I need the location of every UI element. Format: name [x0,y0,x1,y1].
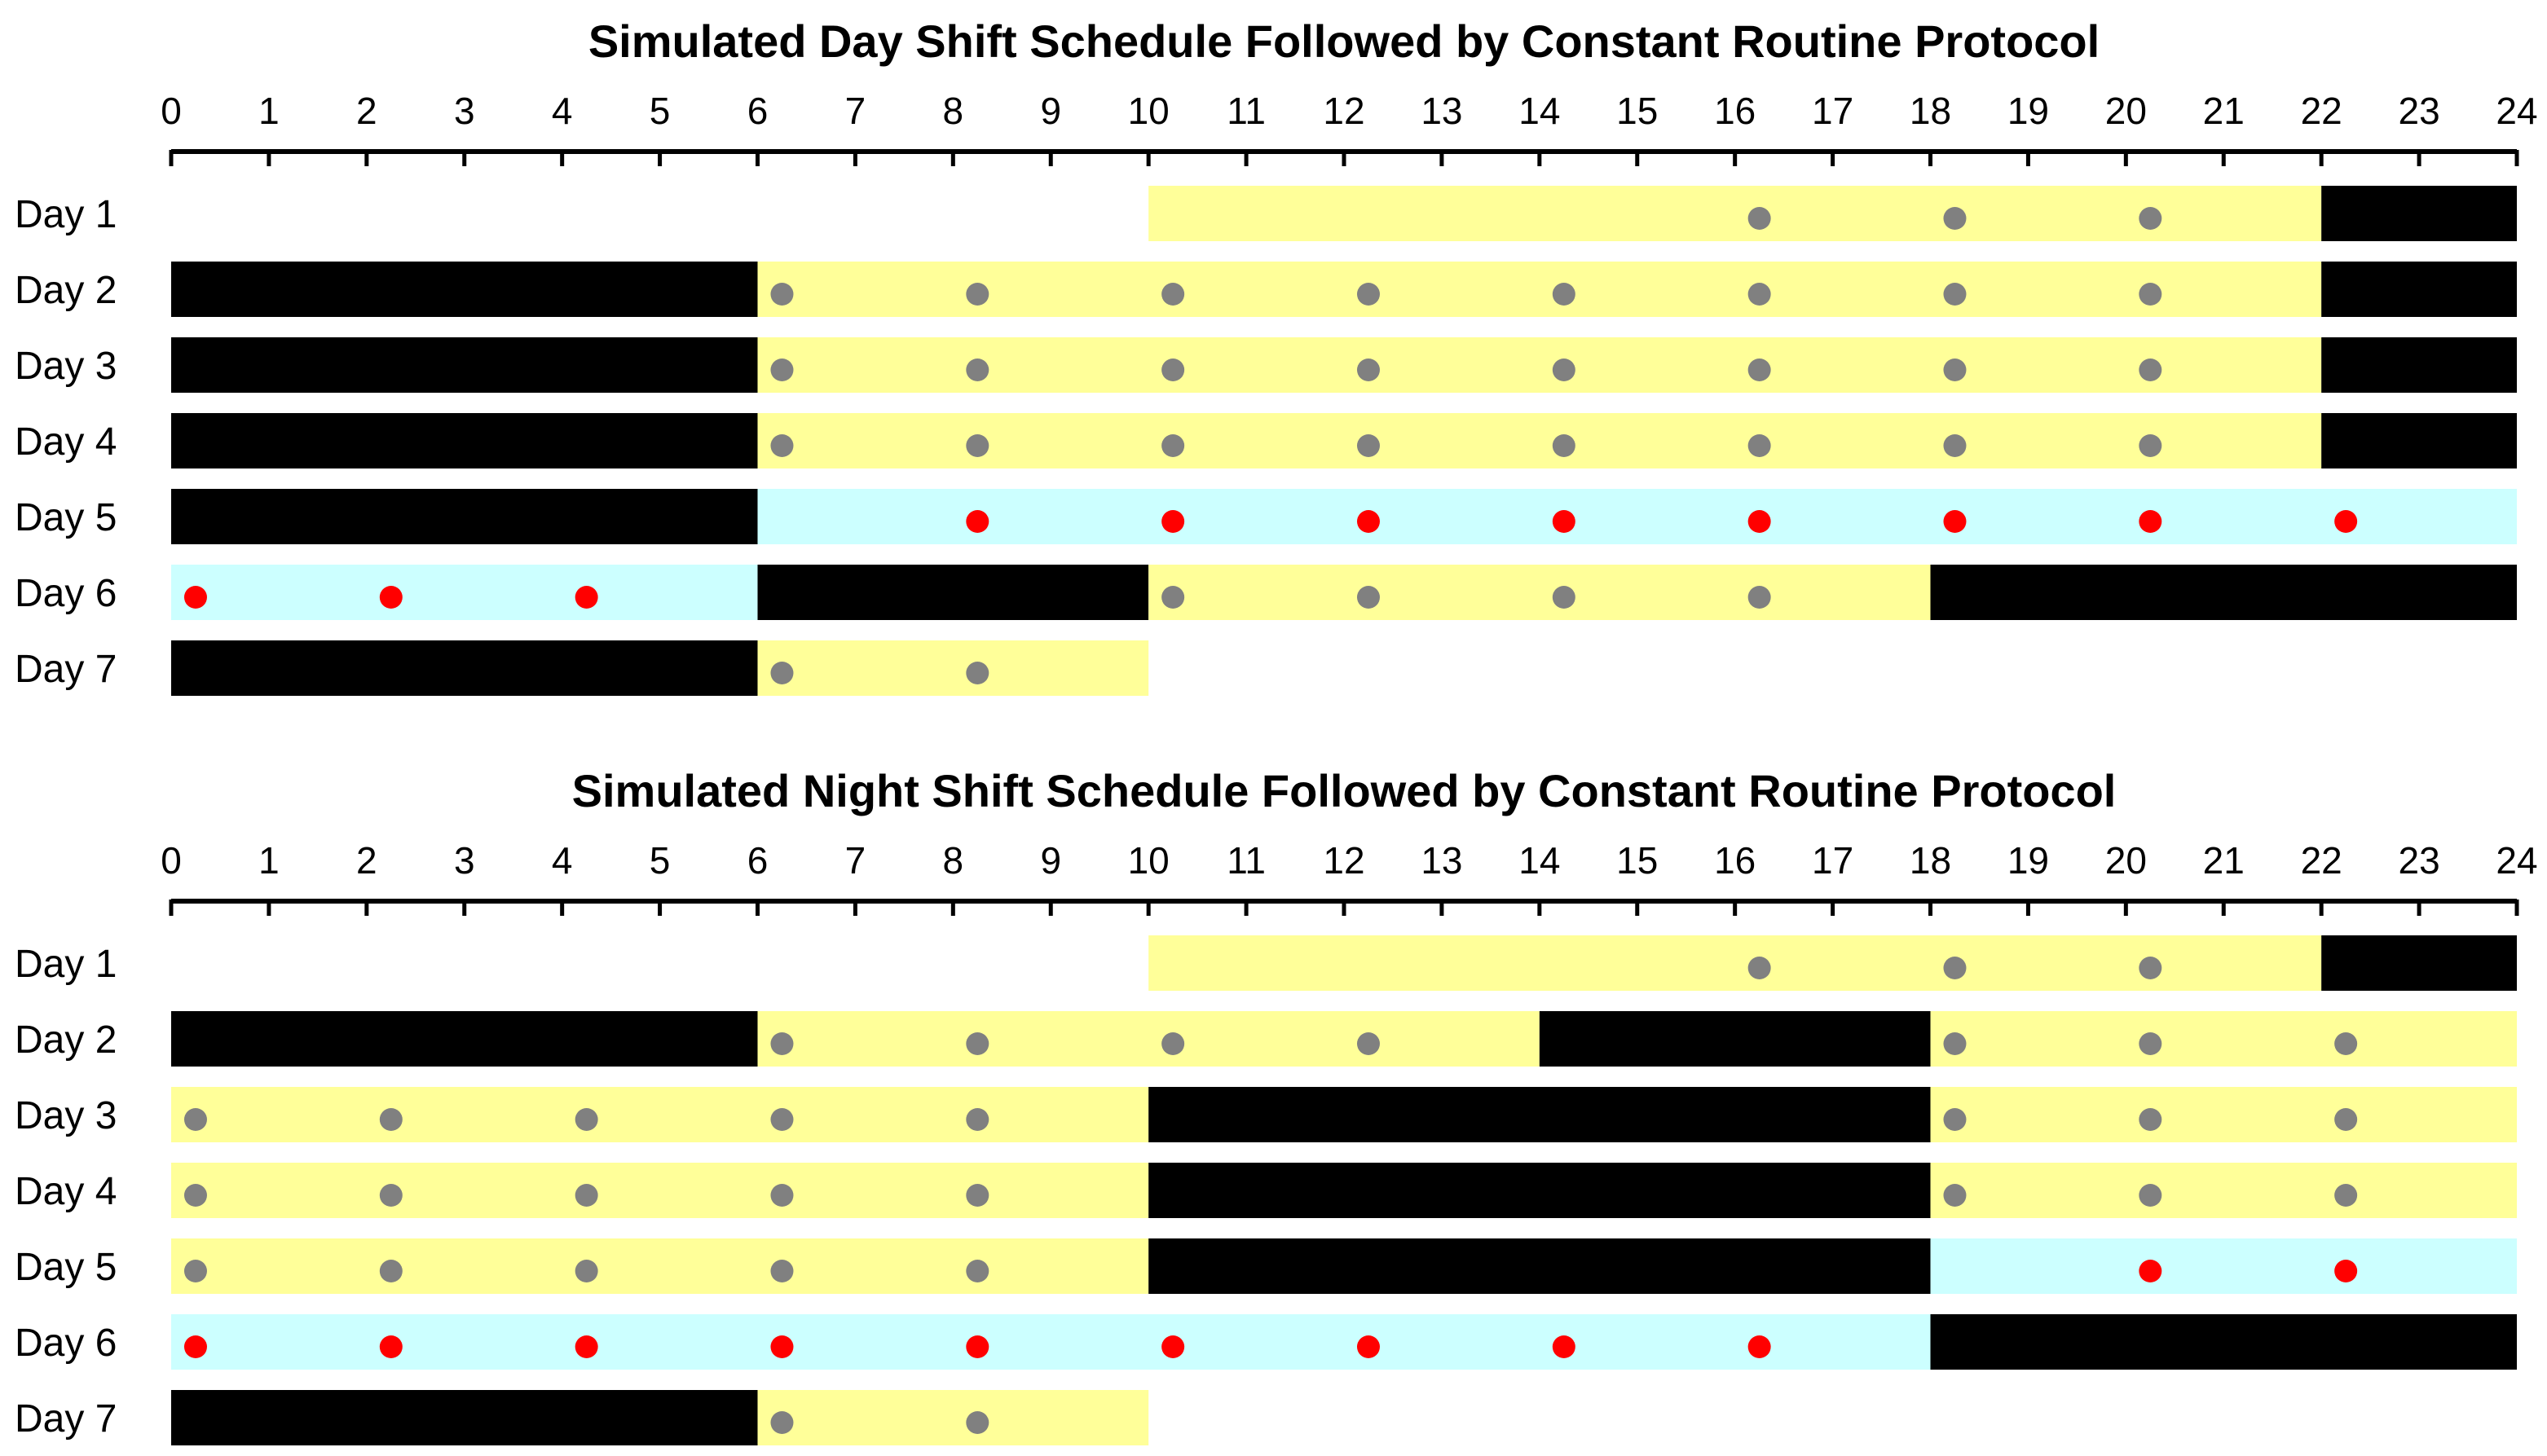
row-label: Day 6 [15,572,117,615]
sample-point-gray [966,1108,989,1131]
sample-point-red [575,586,598,609]
sample-point-gray [770,662,793,684]
sleep-segment [171,262,758,317]
chart-title: Simulated Day Shift Schedule Followed by Constant Routine Protocol [588,15,2100,67]
x-tick-label: 10 [1127,839,1170,882]
row-label: Day 5 [15,496,117,539]
sleep-segment [171,1390,758,1445]
wake-segment [1931,1087,2518,1142]
sample-point-gray [1943,359,1966,381]
schedule-row [15,186,2517,241]
sample-point-red [2139,510,2161,533]
sample-point-gray [1357,586,1380,609]
x-tick-label: 10 [1127,90,1170,132]
row-label: Day 3 [15,345,117,388]
sample-point-red [1357,510,1380,533]
sample-point-gray [1943,283,1966,306]
sample-point-gray [966,662,989,684]
x-tick-label: 9 [1040,90,1062,132]
x-tick-label: 8 [942,839,964,882]
sample-point-gray [380,1184,403,1207]
sample-point-gray [380,1108,403,1131]
sample-point-gray [1553,586,1575,609]
sample-point-red [2334,1260,2357,1282]
sample-point-gray [1357,434,1380,457]
sample-point-gray [1357,283,1380,306]
sample-point-gray [1943,207,1966,230]
x-tick-label: 1 [258,839,280,882]
sample-point-gray [966,359,989,381]
x-tick-label: 4 [551,839,573,882]
x-tick-label: 6 [747,90,769,132]
x-tick-label: 19 [2007,90,2050,132]
row-label: Day 7 [15,1397,117,1441]
sample-point-gray [2139,359,2161,381]
x-tick-label: 12 [1323,90,1365,132]
constant-routine-segment [171,565,758,620]
x-tick-label: 24 [2496,839,2538,882]
schedule-row [15,1314,2517,1370]
x-tick-label: 3 [453,90,475,132]
x-tick-label: 2 [356,839,377,882]
schedule-row [15,262,2517,317]
sample-point-gray [770,1411,793,1434]
sample-point-gray [1748,434,1771,457]
sample-point-gray [966,1411,989,1434]
sample-point-gray [2139,283,2161,306]
sleep-segment [171,1011,758,1067]
sample-point-red [770,1335,793,1358]
day-shift-panel [15,15,2538,696]
constant-routine-segment [1931,1238,2518,1294]
sample-point-gray [1161,434,1184,457]
schedule-row [15,1011,2517,1067]
sample-point-gray [1553,283,1575,306]
schedule-row [15,1390,1148,1445]
sample-point-gray [770,1108,793,1131]
wake-segment [758,413,2322,468]
x-tick-label: 4 [551,90,573,132]
sample-point-red [1943,510,1966,533]
x-tick-label: 18 [1909,839,1952,882]
sample-point-gray [1943,957,1966,979]
x-tick-label: 24 [2496,90,2538,132]
schedule-row [15,935,2517,991]
sample-point-gray [2139,1032,2161,1055]
sample-point-gray [1748,957,1771,979]
sample-point-red [184,586,207,609]
sample-point-red [2139,1260,2161,1282]
wake-segment [758,337,2322,393]
sample-point-gray [184,1184,207,1207]
sample-point-gray [770,283,793,306]
wake-segment [171,1238,1148,1294]
x-tick-label: 22 [2300,90,2342,132]
sleep-segment [171,640,758,696]
sample-point-gray [184,1260,207,1282]
sample-point-gray [1943,434,1966,457]
sample-point-gray [1161,359,1184,381]
x-tick-label: 23 [2398,839,2440,882]
sample-point-red [966,1335,989,1358]
x-tick-label: 12 [1323,839,1365,882]
schedule-row [15,413,2517,468]
x-tick-label: 14 [1518,839,1561,882]
sample-point-red [380,586,403,609]
sample-point-gray [1748,207,1771,230]
sleep-segment [2321,413,2517,468]
schedule-row [15,1238,2517,1294]
sample-point-gray [1748,283,1771,306]
sample-point-gray [770,434,793,457]
x-tick-label: 20 [2104,90,2147,132]
sample-point-gray [1161,1032,1184,1055]
wake-segment [1148,565,1930,620]
sample-point-gray [966,434,989,457]
wake-segment [171,1087,1148,1142]
row-label: Day 6 [15,1322,117,1365]
sleep-segment [1931,1314,2518,1370]
schedule-row [15,1163,2517,1218]
sample-point-gray [770,1032,793,1055]
x-tick-label: 16 [1714,90,1756,132]
row-label: Day 2 [15,1018,117,1062]
sample-point-gray [1553,434,1575,457]
x-tick-label: 15 [1616,839,1659,882]
wake-segment [758,1390,1149,1445]
sample-point-red [1748,1335,1771,1358]
sample-point-gray [1748,586,1771,609]
x-tick-label: 1 [258,90,280,132]
wake-segment [171,1163,1148,1218]
sleep-segment [1148,1238,1930,1294]
x-tick-label: 23 [2398,90,2440,132]
x-tick-label: 20 [2104,839,2147,882]
x-tick-label: 13 [1421,839,1463,882]
sleep-segment [1540,1011,1931,1067]
row-label: Day 2 [15,269,117,312]
sample-point-gray [966,1260,989,1282]
schedule-row [15,337,2517,393]
x-tick-label: 19 [2007,839,2050,882]
row-label: Day 3 [15,1094,117,1137]
sample-point-gray [575,1260,598,1282]
x-tick-label: 2 [356,90,377,132]
sample-point-gray [2139,1184,2161,1207]
sample-point-gray [2139,434,2161,457]
sample-point-red [1161,510,1184,533]
row-label: Day 4 [15,420,117,464]
x-tick-label: 21 [2202,839,2245,882]
sample-point-gray [770,359,793,381]
sample-point-gray [1943,1108,1966,1131]
sample-point-gray [575,1108,598,1131]
sample-point-red [1748,510,1771,533]
x-tick-label: 15 [1616,90,1659,132]
row-label: Day 1 [15,193,117,236]
x-tick-label: 6 [747,839,769,882]
sample-point-red [1357,1335,1380,1358]
x-tick-label: 5 [649,90,671,132]
constant-routine-segment [171,1314,1931,1370]
sleep-segment [1148,1087,1930,1142]
sample-point-gray [1748,359,1771,381]
wake-segment [758,640,1149,696]
schedule-row [15,640,1148,696]
sleep-segment [171,337,758,393]
x-tick-label: 22 [2300,839,2342,882]
sample-point-gray [1161,586,1184,609]
x-tick-label: 14 [1518,90,1561,132]
night-shift-panel [15,765,2538,1445]
x-tick-label: 0 [161,90,182,132]
sleep-segment [2321,337,2517,393]
sample-point-gray [966,283,989,306]
sample-point-gray [966,1184,989,1207]
x-tick-label: 11 [1227,839,1266,882]
sleep-segment [1148,1163,1930,1218]
x-tick-label: 18 [1909,90,1952,132]
sample-point-gray [1943,1032,1966,1055]
sleep-segment [171,489,758,544]
constant-routine-segment [758,489,2518,544]
sleep-segment [2321,262,2517,317]
sample-point-gray [1161,283,1184,306]
sleep-segment [2321,935,2517,991]
x-tick-label: 7 [844,839,866,882]
sample-point-gray [2139,957,2161,979]
sample-point-red [575,1335,598,1358]
sleep-segment [758,565,1149,620]
row-label: Day 4 [15,1170,117,1213]
x-tick-label: 13 [1421,90,1463,132]
sample-point-red [184,1335,207,1358]
sample-point-gray [966,1032,989,1055]
schedule-row [15,489,2517,544]
sample-point-gray [184,1108,207,1131]
x-tick-label: 21 [2202,90,2245,132]
row-label: Day 1 [15,943,117,986]
sample-point-red [966,510,989,533]
sample-point-gray [1553,359,1575,381]
x-tick-label: 11 [1227,90,1266,132]
sample-point-gray [2139,207,2161,230]
wake-segment [1931,1163,2518,1218]
sample-point-gray [770,1260,793,1282]
x-tick-label: 8 [942,90,964,132]
sample-point-gray [1357,359,1380,381]
sample-point-gray [1357,1032,1380,1055]
wake-segment [758,262,2322,317]
x-tick-label: 7 [844,90,866,132]
sample-point-red [2334,510,2357,533]
chart-title: Simulated Night Shift Schedule Followed by Constant Routine Protocol [571,765,2117,816]
schedule-row [15,1087,2517,1142]
x-tick-label: 17 [1811,839,1854,882]
sample-point-red [380,1335,403,1358]
x-tick-label: 17 [1811,90,1854,132]
sample-point-red [1553,510,1575,533]
sample-point-gray [1943,1184,1966,1207]
schedule-row [15,565,2517,620]
row-label: Day 7 [15,648,117,691]
sample-point-gray [2139,1108,2161,1131]
x-tick-label: 5 [649,839,671,882]
sample-point-gray [575,1184,598,1207]
sleep-segment [171,413,758,468]
x-tick-label: 0 [161,839,182,882]
sample-point-red [1553,1335,1575,1358]
wake-segment [758,1011,1540,1067]
row-label: Day 5 [15,1246,117,1289]
sample-point-gray [2334,1184,2357,1207]
sleep-segment [1931,565,2518,620]
sample-point-gray [2334,1032,2357,1055]
sample-point-gray [2334,1108,2357,1131]
wake-segment [1931,1011,2518,1067]
x-tick-label: 3 [453,839,475,882]
sample-point-gray [770,1184,793,1207]
sleep-segment [2321,186,2517,241]
sample-point-gray [380,1260,403,1282]
x-tick-label: 9 [1040,839,1062,882]
sample-point-red [1161,1335,1184,1358]
x-tick-label: 16 [1714,839,1756,882]
